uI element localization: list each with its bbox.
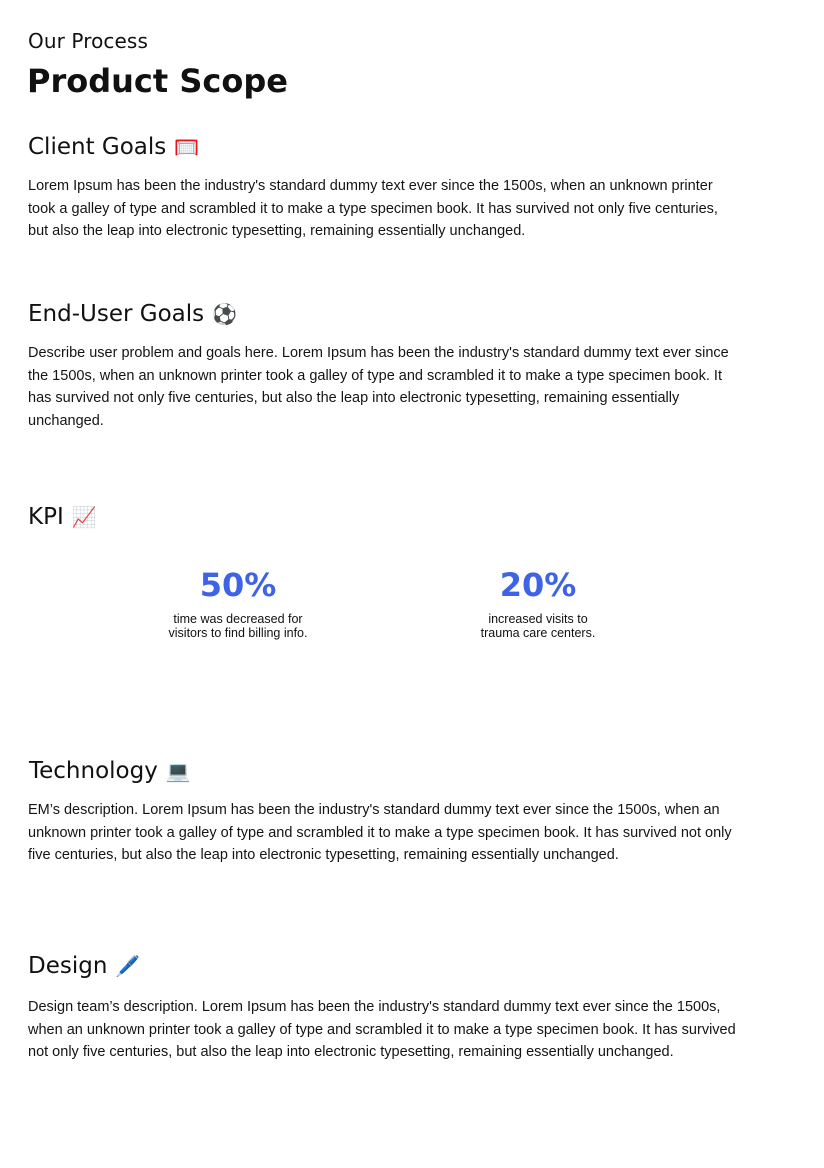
- design-body: Design team’s description. Lorem Ipsum has been the industry's standard dummy text ever since the 1500s, when an unknown printer took a galley of type and scrambled it to make a type specimen book. It has survived not only five centuries, but also the leap into electronic typesetting, remaining essentially unchanged.: [28, 999, 736, 1060]
- kpi-card: [138, 565, 338, 640]
- section-heading-kpi: [28, 504, 97, 530]
- kpi-value: 20%: [499, 566, 577, 604]
- kpi-label: increased visits to trauma care centers.: [480, 612, 596, 640]
- client-goals-heading-text: Client Goals: [28, 134, 167, 160]
- section-heading-client-goals: [28, 134, 199, 160]
- soccer-ball-icon: ⚽: [212, 302, 238, 326]
- page-title: Product Scope: [27, 62, 288, 100]
- technology-body: EM’s description. Lorem Ipsum has been the industry's standard dummy text ever since the 1500s, when an unknown printer took a galley of type and scrambled it to make a type specimen book. It has survived not only five centuries, but also the leap into electronic typesetting, remaining essentially unchanged.: [28, 802, 732, 863]
- end-user-goals-body: Describe user problem and goals here. Lorem Ipsum has been the industry's standard dummy text ever since the 1500s, when an unknown printer took a galley of type and scrambled it to make a type specimen book. It has survived not only five centuries, but also the leap into electronic typesetting, remaining essentially unchanged.: [28, 345, 729, 429]
- section-heading-end-user-goals: [28, 301, 237, 327]
- kpi-label: time was decreased for visitors to find billing info.: [168, 612, 308, 640]
- kpi-card: [438, 565, 638, 640]
- technology-heading-text: Technology: [29, 758, 158, 784]
- design-heading-text: Design: [28, 953, 108, 979]
- kpi-heading-text: KPI: [28, 504, 64, 530]
- kpi-value: 50%: [199, 566, 277, 604]
- goal-net-icon: 🥅: [174, 135, 200, 159]
- pen-icon: 🖊️: [115, 954, 141, 978]
- section-heading-design: [28, 953, 140, 979]
- end-user-goals-heading-text: End-User Goals: [28, 301, 205, 327]
- section-heading-technology: [29, 758, 191, 784]
- laptop-icon: 💻: [165, 759, 191, 783]
- page-eyebrow: Our Process: [28, 29, 148, 53]
- client-goals-body: Lorem Ipsum has been the industry's standard dummy text ever since the 1500s, when an unknown printer took a galley of type and scrambled it to make a type specimen book. It has survived not only five centuries, but also the leap into electronic typesetting, remaining essentially unchanged.: [28, 178, 718, 239]
- chart-increasing-icon: 📈: [71, 505, 97, 529]
